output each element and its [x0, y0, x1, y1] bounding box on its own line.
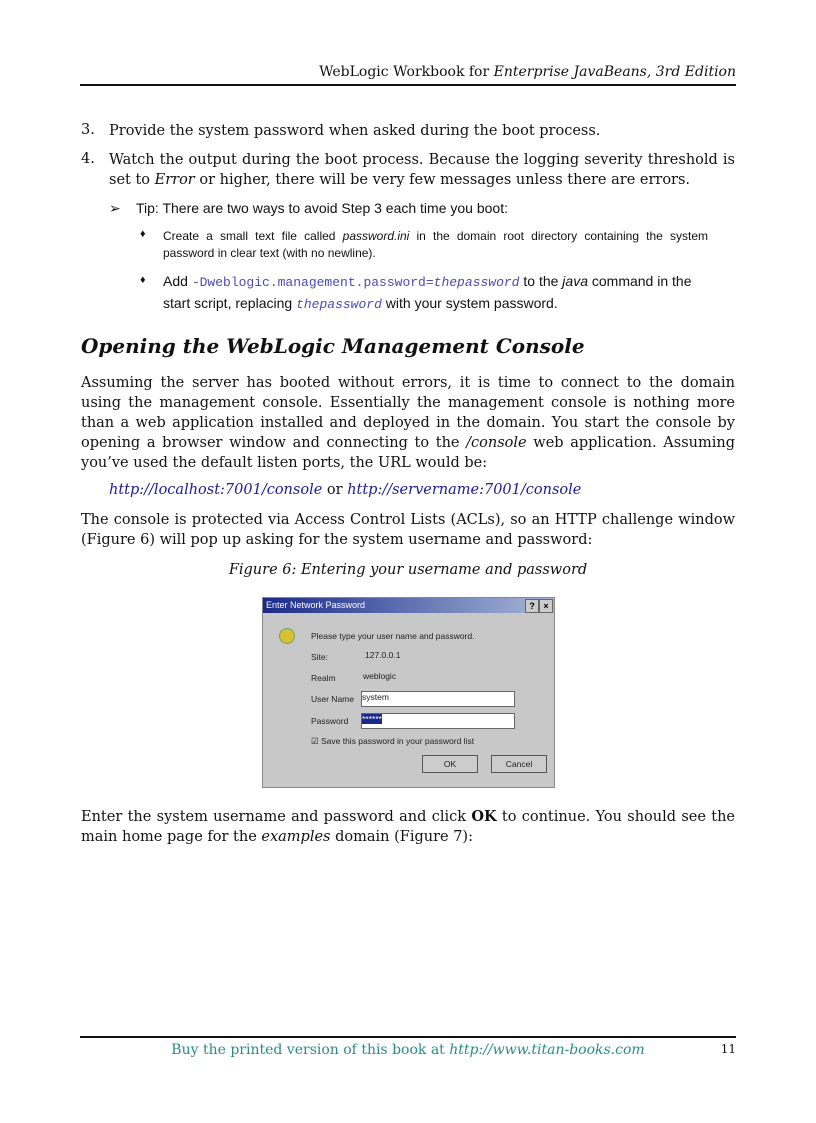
step-number: 4. [81, 151, 95, 167]
dialog-titlebar: Enter Network Password ? × [263, 598, 554, 613]
cancel-button[interactable]: Cancel [491, 755, 547, 773]
save-password-checkbox[interactable]: ☑ Save this password in your password list [311, 736, 475, 746]
running-header [80, 64, 736, 86]
tip-text: Tip: There are two ways to avoid Step 3 each time you boot: [136, 200, 508, 216]
tip-bullet: Create a small text file called password.ini in the domain root directory containing the system password in clear text (with no newline). [163, 229, 709, 260]
username-input[interactable]: system [361, 691, 515, 707]
paragraph: Enter the system username and password and click OK to continue. You should see the main home page for the examples domain (Figure 7): [81, 808, 735, 845]
password-label: Password [311, 716, 349, 726]
tip-arrow-icon: ➢ [109, 200, 121, 216]
figure-caption: Figure 6: Entering your username and password [228, 562, 588, 578]
step-text: Provide the system password when asked during the boot process. [109, 123, 601, 139]
paragraph: Assuming the server has booted without errors, it is time to connect to the domain using the management console. Essentially the management console is nothing more than a web application installed and deployed in the domain. You start the console by opening a browser window and connecting to the /console web application. Assuming you’ve used the default listen ports, the URL would be: [81, 375, 735, 471]
step-text: Watch the output during the boot process. Because the logging severity threshold is set to Error or higher, there will be very few messages unless there are errors. [109, 152, 735, 188]
password-input[interactable]: ****** [361, 713, 515, 729]
footer-text: Buy the printed version of this book at [171, 1042, 450, 1058]
ok-button[interactable]: OK [422, 755, 478, 773]
step-number: 3. [81, 122, 95, 138]
bullet-icon: ♦ [140, 274, 146, 286]
section-heading: Opening the WebLogic Management Console [81, 334, 585, 358]
username-label: User Name [311, 694, 354, 704]
localhost-link[interactable]: http://localhost:7001/console [109, 482, 323, 498]
realm-label: Realm [311, 673, 336, 683]
realm-value: weblogic [363, 671, 397, 681]
close-button[interactable]: × [539, 599, 553, 613]
url-line: http://localhost:7001/console or http://servername:7001/console [109, 482, 582, 498]
network-password-dialog [262, 597, 555, 788]
site-label: Site: [311, 652, 329, 662]
help-button[interactable]: ? [525, 599, 539, 613]
header-text: WebLogic Workbook for [319, 64, 494, 80]
paragraph: The console is protected via Access Control Lists (ACLs), so an HTTP challenge window (Figure 6) will pop up asking for the system username and password: [81, 512, 735, 548]
tip-bullet: Add -Dweblogic.management.password=thepassword to the java command in the start script, replacing thepassword with your system password. [163, 273, 692, 312]
servername-link[interactable]: http://servername:7001/console [347, 482, 582, 498]
prompt-text: Please type your user name and password. [311, 631, 475, 641]
header-title: Enterprise JavaBeans, 3rd Edition [493, 64, 736, 80]
site-value: 127.0.0.1 [365, 650, 401, 660]
bullet-icon: ♦ [140, 228, 146, 240]
key-icon [279, 628, 295, 644]
footer [80, 1036, 736, 1058]
titan-books-link[interactable]: http://www.titan-books.com [449, 1042, 645, 1058]
page-number: 11 [720, 1042, 736, 1056]
